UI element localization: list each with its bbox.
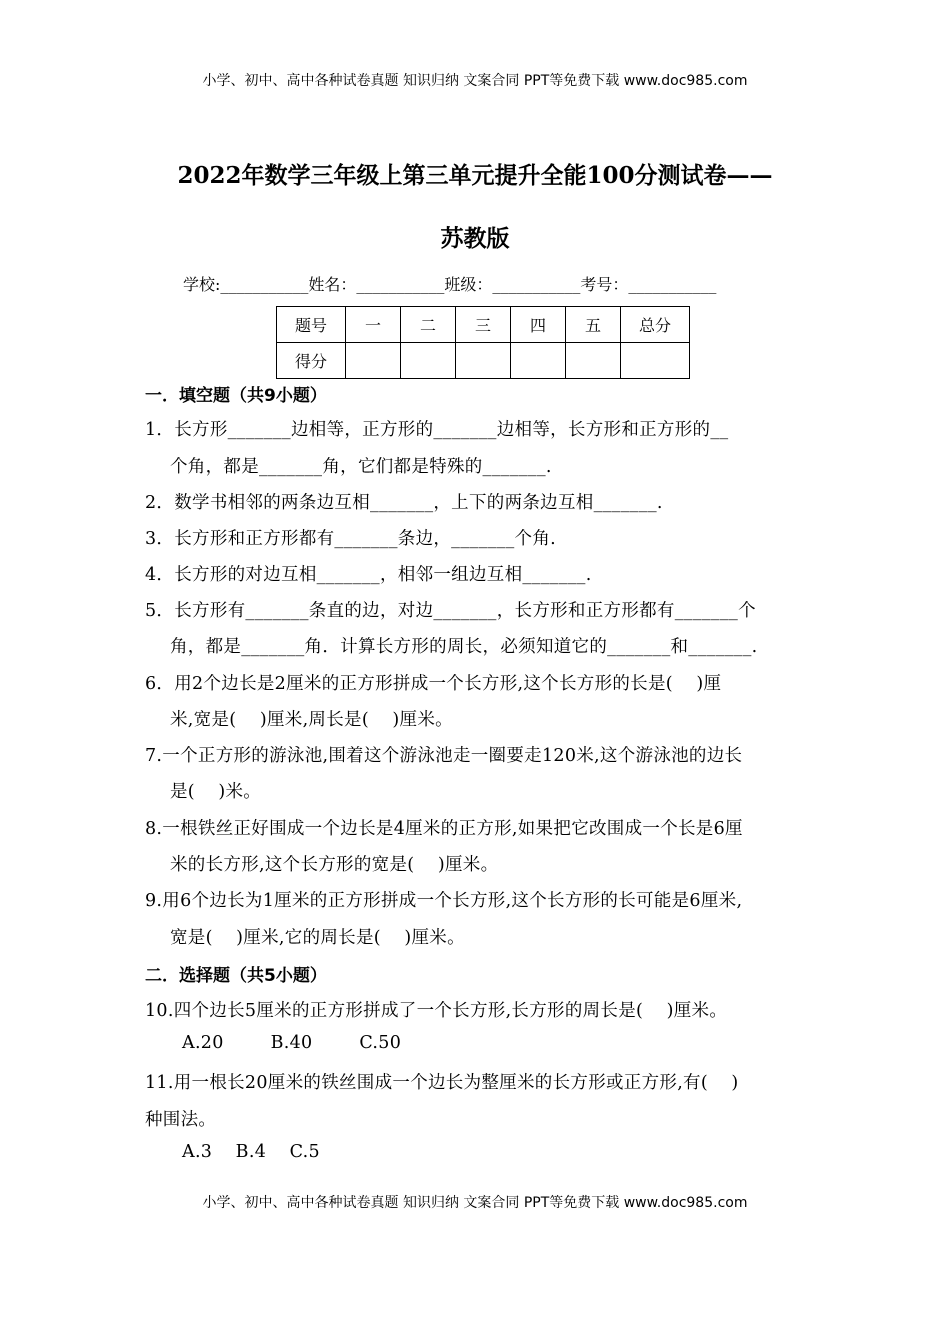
score-cell	[401, 343, 456, 379]
question-line: 是( )米。	[170, 782, 262, 802]
score-cell	[566, 343, 621, 379]
question-line: 7.一个正方形的游泳池,围着这个游泳池走一圈要走120米,这个游泳池的边长	[145, 746, 743, 766]
score-cell	[346, 343, 401, 379]
question-line: 米的长方形,这个长方形的宽是( )厘米。	[170, 855, 499, 875]
table-header-cell: 三	[456, 307, 511, 343]
score-cell	[456, 343, 511, 379]
question-line: 个角，都是_______角，它们都是特殊的_______.	[170, 457, 552, 477]
section-heading-choice: 二．选择题（共5小题）	[145, 966, 327, 986]
answer-options: A.3 B.4 C.5	[182, 1142, 320, 1162]
student-info-line: 学校:___________姓名：___________班级：___________考号：___________	[183, 275, 717, 294]
page-subtitle: 苏教版	[440, 225, 510, 252]
section-heading-fill-blank: 一．填空题（共9小题）	[145, 386, 327, 406]
table-header-cell: 二	[401, 307, 456, 343]
table-header-cell: 一	[346, 307, 401, 343]
score-cell	[511, 343, 566, 379]
question-line: 11.用一根长20厘米的铁丝围成一个边长为整厘米的长方形或正方形,有( )	[145, 1073, 739, 1093]
question-line: 宽是( )厘米,它的周长是( )厘米。	[170, 928, 465, 948]
question-line: 6．用2个边长是2厘米的正方形拼成一个长方形,这个长方形的长是( )厘	[145, 674, 722, 694]
question-line: 角，都是_______角．计算长方形的周长，必须知道它的_______和_______.	[170, 637, 758, 657]
question-line: 种围法。	[145, 1110, 217, 1130]
table-header-cell: 总分	[621, 307, 690, 343]
table-header-cell: 五	[566, 307, 621, 343]
question-line: 1．长方形_______边相等，正方形的_______边相等，长方形和正方形的__	[145, 420, 729, 440]
question-line: 10.四个边长5厘米的正方形拼成了一个长方形,长方形的周长是( )厘米。	[145, 1001, 728, 1021]
page-title: 2022年数学三年级上第三单元提升全能100分测试卷——	[177, 162, 773, 189]
table-header-cell: 题号	[277, 307, 346, 343]
question-line: 8.一根铁丝正好围成一个边长是4厘米的正方形,如果把它改围成一个长是6厘	[145, 819, 743, 839]
question-line: 2．数学书相邻的两条边互相_______，上下的两条边互相_______.	[145, 493, 663, 513]
page-footer: 小学、初中、高中各种试卷真题 知识归纳 文案合同 PPT等免费下载 www.doc985.com	[202, 1195, 748, 1211]
table-header-cell: 四	[511, 307, 566, 343]
score-table	[276, 306, 690, 379]
table-row-label: 得分	[277, 343, 346, 379]
score-cell	[621, 343, 690, 379]
question-line: 3．长方形和正方形都有_______条边，_______个角.	[145, 529, 556, 549]
answer-options: A.20 B.40 C.50	[182, 1033, 402, 1053]
question-line: 4．长方形的对边互相_______，相邻一组边互相_______.	[145, 565, 592, 585]
question-line: 9.用6个边长为1厘米的正方形拼成一个长方形,这个长方形的长可能是6厘米,	[145, 891, 743, 911]
question-line: 5．长方形有_______条直的边，对边_______，长方形和正方形都有_______个	[145, 601, 756, 621]
question-line: 米,宽是( )厘米,周长是( )厘米。	[170, 710, 453, 730]
page-header: 小学、初中、高中各种试卷真题 知识归纳 文案合同 PPT等免费下载 www.doc985.com	[202, 73, 748, 89]
